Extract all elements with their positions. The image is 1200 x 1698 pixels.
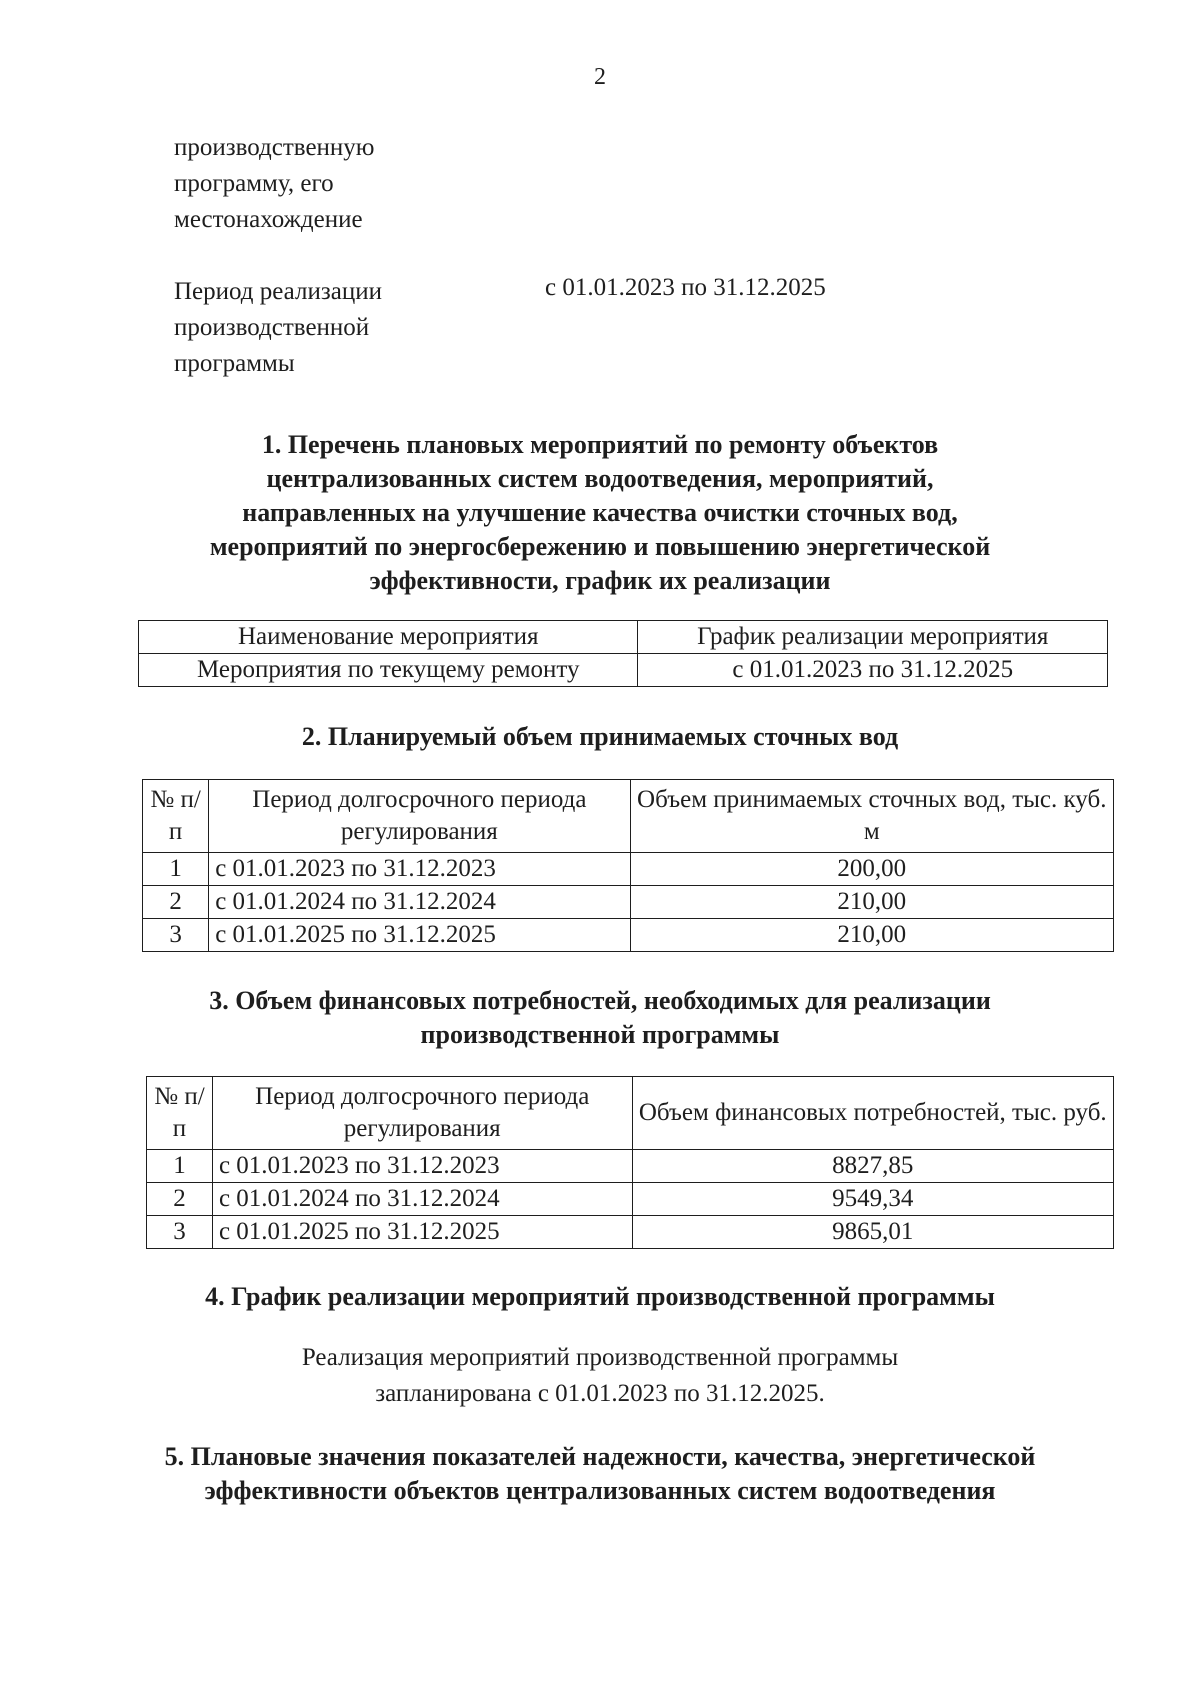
text-line: Реализация мероприятий производственной программы (301, 1344, 899, 1371)
title-line: 5. Плановые значения показателей надежности, качества, энергетической (164, 1442, 1036, 1471)
text-line: производственную (174, 134, 375, 161)
measures-table (138, 620, 1108, 687)
section-2-title: 2. Планируемый объем принимаемых сточных вод (301, 722, 899, 751)
title-line: 1. Перечень плановых мероприятий по ремонту объектов (261, 430, 939, 459)
table-cell: с 01.01.2024 по 31.12.2024 (212, 1183, 632, 1216)
section-1-title (0, 428, 1200, 598)
column-header: № п/п (143, 780, 209, 853)
table-cell: 2 (143, 886, 209, 919)
table-cell: с 01.01.2025 по 31.12.2025 (209, 919, 630, 952)
text-line: Период реализации (174, 278, 382, 305)
column-header: Период долгосрочного периода регулирования (209, 780, 630, 853)
table-cell: 210,00 (630, 919, 1114, 952)
text-line: запланирована с 01.01.2023 по 31.12.2025. (375, 1380, 825, 1407)
table-row (147, 1216, 1114, 1249)
column-header: № п/п (147, 1077, 213, 1150)
table-cell: с 01.01.2023 по 31.12.2023 (212, 1150, 632, 1183)
table-header-row (139, 621, 1108, 654)
column-header: Наименование мероприятия (139, 621, 638, 654)
financial-needs-table (146, 1076, 1114, 1249)
text-line: программу, его (174, 170, 334, 197)
section-4-text (0, 1340, 1200, 1412)
period-label (174, 274, 382, 382)
title-line: направленных на улучшение качества очистки сточных вод, (242, 498, 958, 527)
table-cell: 3 (143, 919, 209, 952)
column-header: Объем принимаемых сточных вод, тыс. куб. м (630, 780, 1114, 853)
table-cell: 8827,85 (632, 1150, 1113, 1183)
table-row (139, 654, 1108, 687)
table-cell: с 01.01.2023 по 31.12.2025 (638, 654, 1108, 687)
table-header-row (143, 780, 1114, 853)
table-cell: с 01.01.2023 по 31.12.2023 (209, 853, 630, 886)
table-cell: 3 (147, 1216, 213, 1249)
table-row (143, 886, 1114, 919)
table-cell: 9549,34 (632, 1183, 1113, 1216)
text-line: производственной (174, 314, 370, 341)
title-line: производственной программы (420, 1020, 780, 1049)
section-4-title: 4. График реализации мероприятий производственной программы (205, 1282, 995, 1311)
page-number: 2 (594, 64, 606, 90)
column-header: Объем финансовых потребностей, тыс. руб. (632, 1077, 1113, 1150)
period-value: с 01.01.2023 по 31.12.2025 (545, 274, 826, 301)
table-cell: 1 (143, 853, 209, 886)
table-row (143, 853, 1114, 886)
table-row (143, 919, 1114, 952)
title-line: эффективности объектов централизованных систем водоотведения (204, 1476, 996, 1505)
table-header-row (147, 1077, 1114, 1150)
title-line: централизованных систем водоотведения, мероприятий, (266, 464, 934, 493)
column-header: Период долгосрочного периода регулирования (212, 1077, 632, 1150)
table-row (147, 1183, 1114, 1216)
text-line: программы (174, 350, 295, 377)
section-5-title (0, 1440, 1200, 1508)
text-line: местонахождение (174, 206, 363, 233)
section-3-title (0, 984, 1200, 1052)
table-cell: 1 (147, 1150, 213, 1183)
header-info-label-continued (174, 130, 374, 238)
table-cell: 9865,01 (632, 1216, 1113, 1249)
table-cell: Мероприятия по текущему ремонту (139, 654, 638, 687)
table-cell: 2 (147, 1183, 213, 1216)
title-line: 3. Объем финансовых потребностей, необходимых для реализации (209, 986, 991, 1015)
wastewater-volume-table (142, 779, 1114, 952)
table-cell: с 01.01.2025 по 31.12.2025 (212, 1216, 632, 1249)
column-header: График реализации мероприятия (638, 621, 1108, 654)
table-cell: 210,00 (630, 886, 1114, 919)
table-cell: с 01.01.2024 по 31.12.2024 (209, 886, 630, 919)
table-cell: 200,00 (630, 853, 1114, 886)
title-line: эффективности, график их реализации (369, 566, 831, 595)
title-line: мероприятий по энергосбережению и повышению энергетической (209, 532, 991, 561)
table-row (147, 1150, 1114, 1183)
